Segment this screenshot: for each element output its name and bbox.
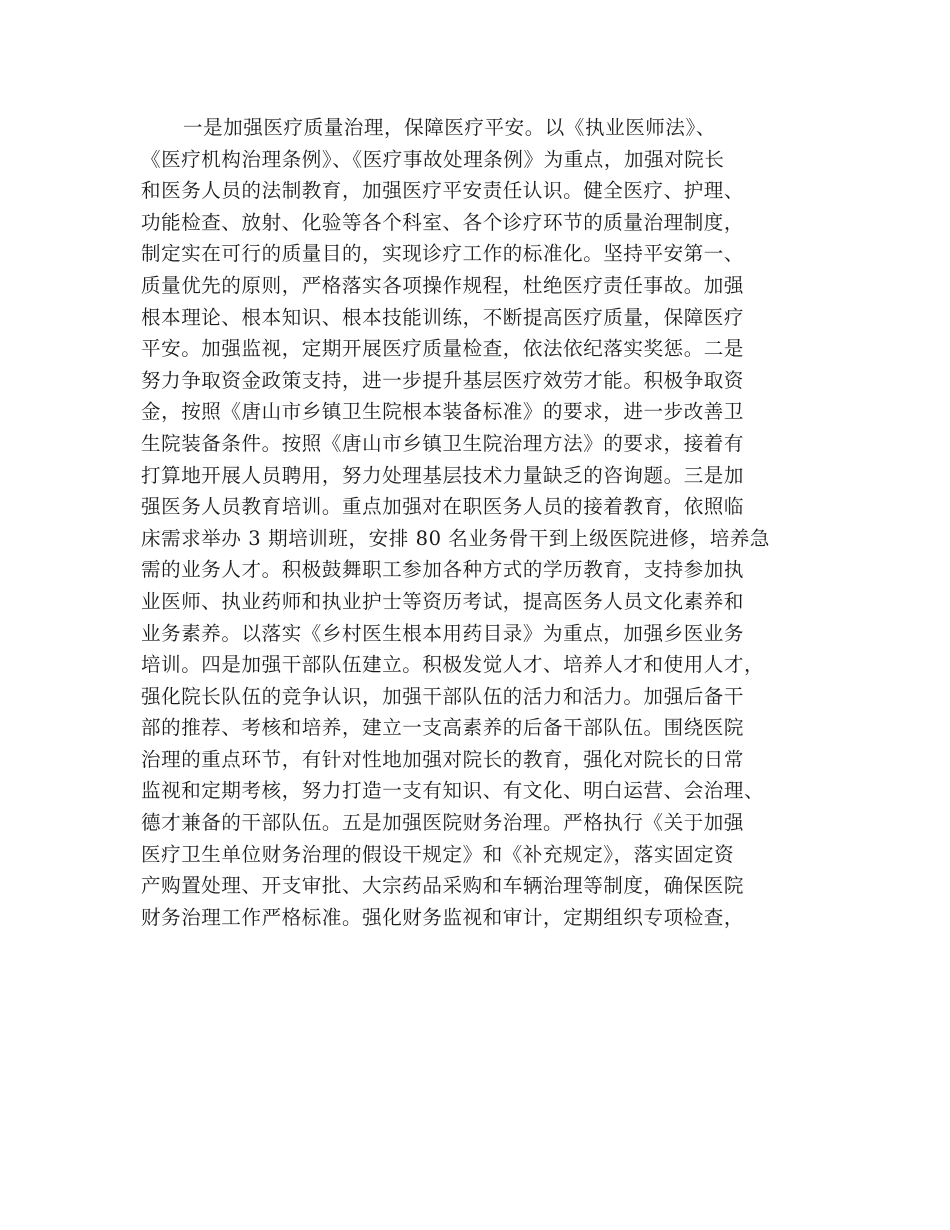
text-line: 培训。四是加强干部队伍建立。积极发觉人才、培养人才和使用人才， [141,653,765,677]
text-line: 根本理论、根本知识、根本技能训练，不断提高医疗质量，保障医疗 [141,305,745,329]
text-line: 制定实在可行的质量目的，实现诊疗工作的标准化。坚持平安第一、 [141,242,745,266]
text-line: 努力争取资金政策支持，进一步提升基层医疗效劳才能。积极争取资 [141,368,745,392]
text-line: 德才兼备的干部队伍。五是加强医院财务治理。严格执行《关于加强 [141,811,745,835]
text-line: 财务治理工作严格标准。强化财务监视和审计，定期组织专项检查， [141,905,745,929]
text-line: 和医务人员的法制教育，加强医疗平安责任认识。健全医疗、护理、 [141,179,745,203]
text-line: 床需求举办 3 期培训班，安排 80 名业务骨干到上级医院进修，培养急 [141,526,771,550]
text-line: 打算地开展人员聘用，努力处理基层技术力量缺乏的咨询题。三是加 [141,463,745,487]
text-line: 生院装备条件。按照《唐山市乡镇卫生院治理方法》的要求，接着有 [141,431,745,455]
text-line: 一是加强医疗质量治理，保障医疗平安。以《执业医师法》、 [183,116,716,139]
text-line: 强化院长队伍的竞争认识，加强干部队伍的活力和活力。加强后备干 [141,684,745,708]
text-line: 金，按照《唐山市乡镇卫生院根本装备标准》的要求，进一步改善卫 [141,400,745,424]
text-line: 平安。加强监视，定期开展医疗质量检查，依法依纪落实奖惩。二是 [141,337,745,361]
text-line: 医疗卫生单位财务治理的假设干规定》和《补充规定》，落实固定资 [141,842,735,866]
text-line: 强医务人员教育培训。重点加强对在职医务人员的接着教育，依照临 [141,495,745,519]
text-line: 业医师、执业药师和执业护士等资历考试，提高医务人员文化素养和 [141,589,745,613]
text-line: 部的推荐、考核和培养，建立一支高素养的后备干部队伍。围绕医院 [141,716,745,740]
text-line: 《医疗机构治理条例》、《医疗事故处理条例》为重点，加强对院长 [141,147,725,171]
text-line: 业务素养。以落实《乡村医生根本用药目录》为重点，加强乡医业务 [141,621,745,645]
text-line: 需的业务人才。积极鼓舞职工参加各种方式的学历教育，支持参加执 [141,558,745,582]
body-text [141,112,831,933]
text-line: 功能检查、放射、化验等各个科室、各个诊疗环节的质量治理制度， [141,210,745,234]
text-line: 产购置处理、开支审批、大宗药品采购和车辆治理等制度，确保医院 [141,874,745,898]
text-line: 质量优先的原则，严格落实各项操作规程，杜绝医疗责任事故。加强 [141,273,745,297]
text-line: 监视和定期考核，努力打造一支有知识、有文化、明白运营、会治理、 [141,779,765,803]
text-line: 治理的重点环节，有针对性地加强对院长的教育，强化对院长的日常 [141,747,745,771]
